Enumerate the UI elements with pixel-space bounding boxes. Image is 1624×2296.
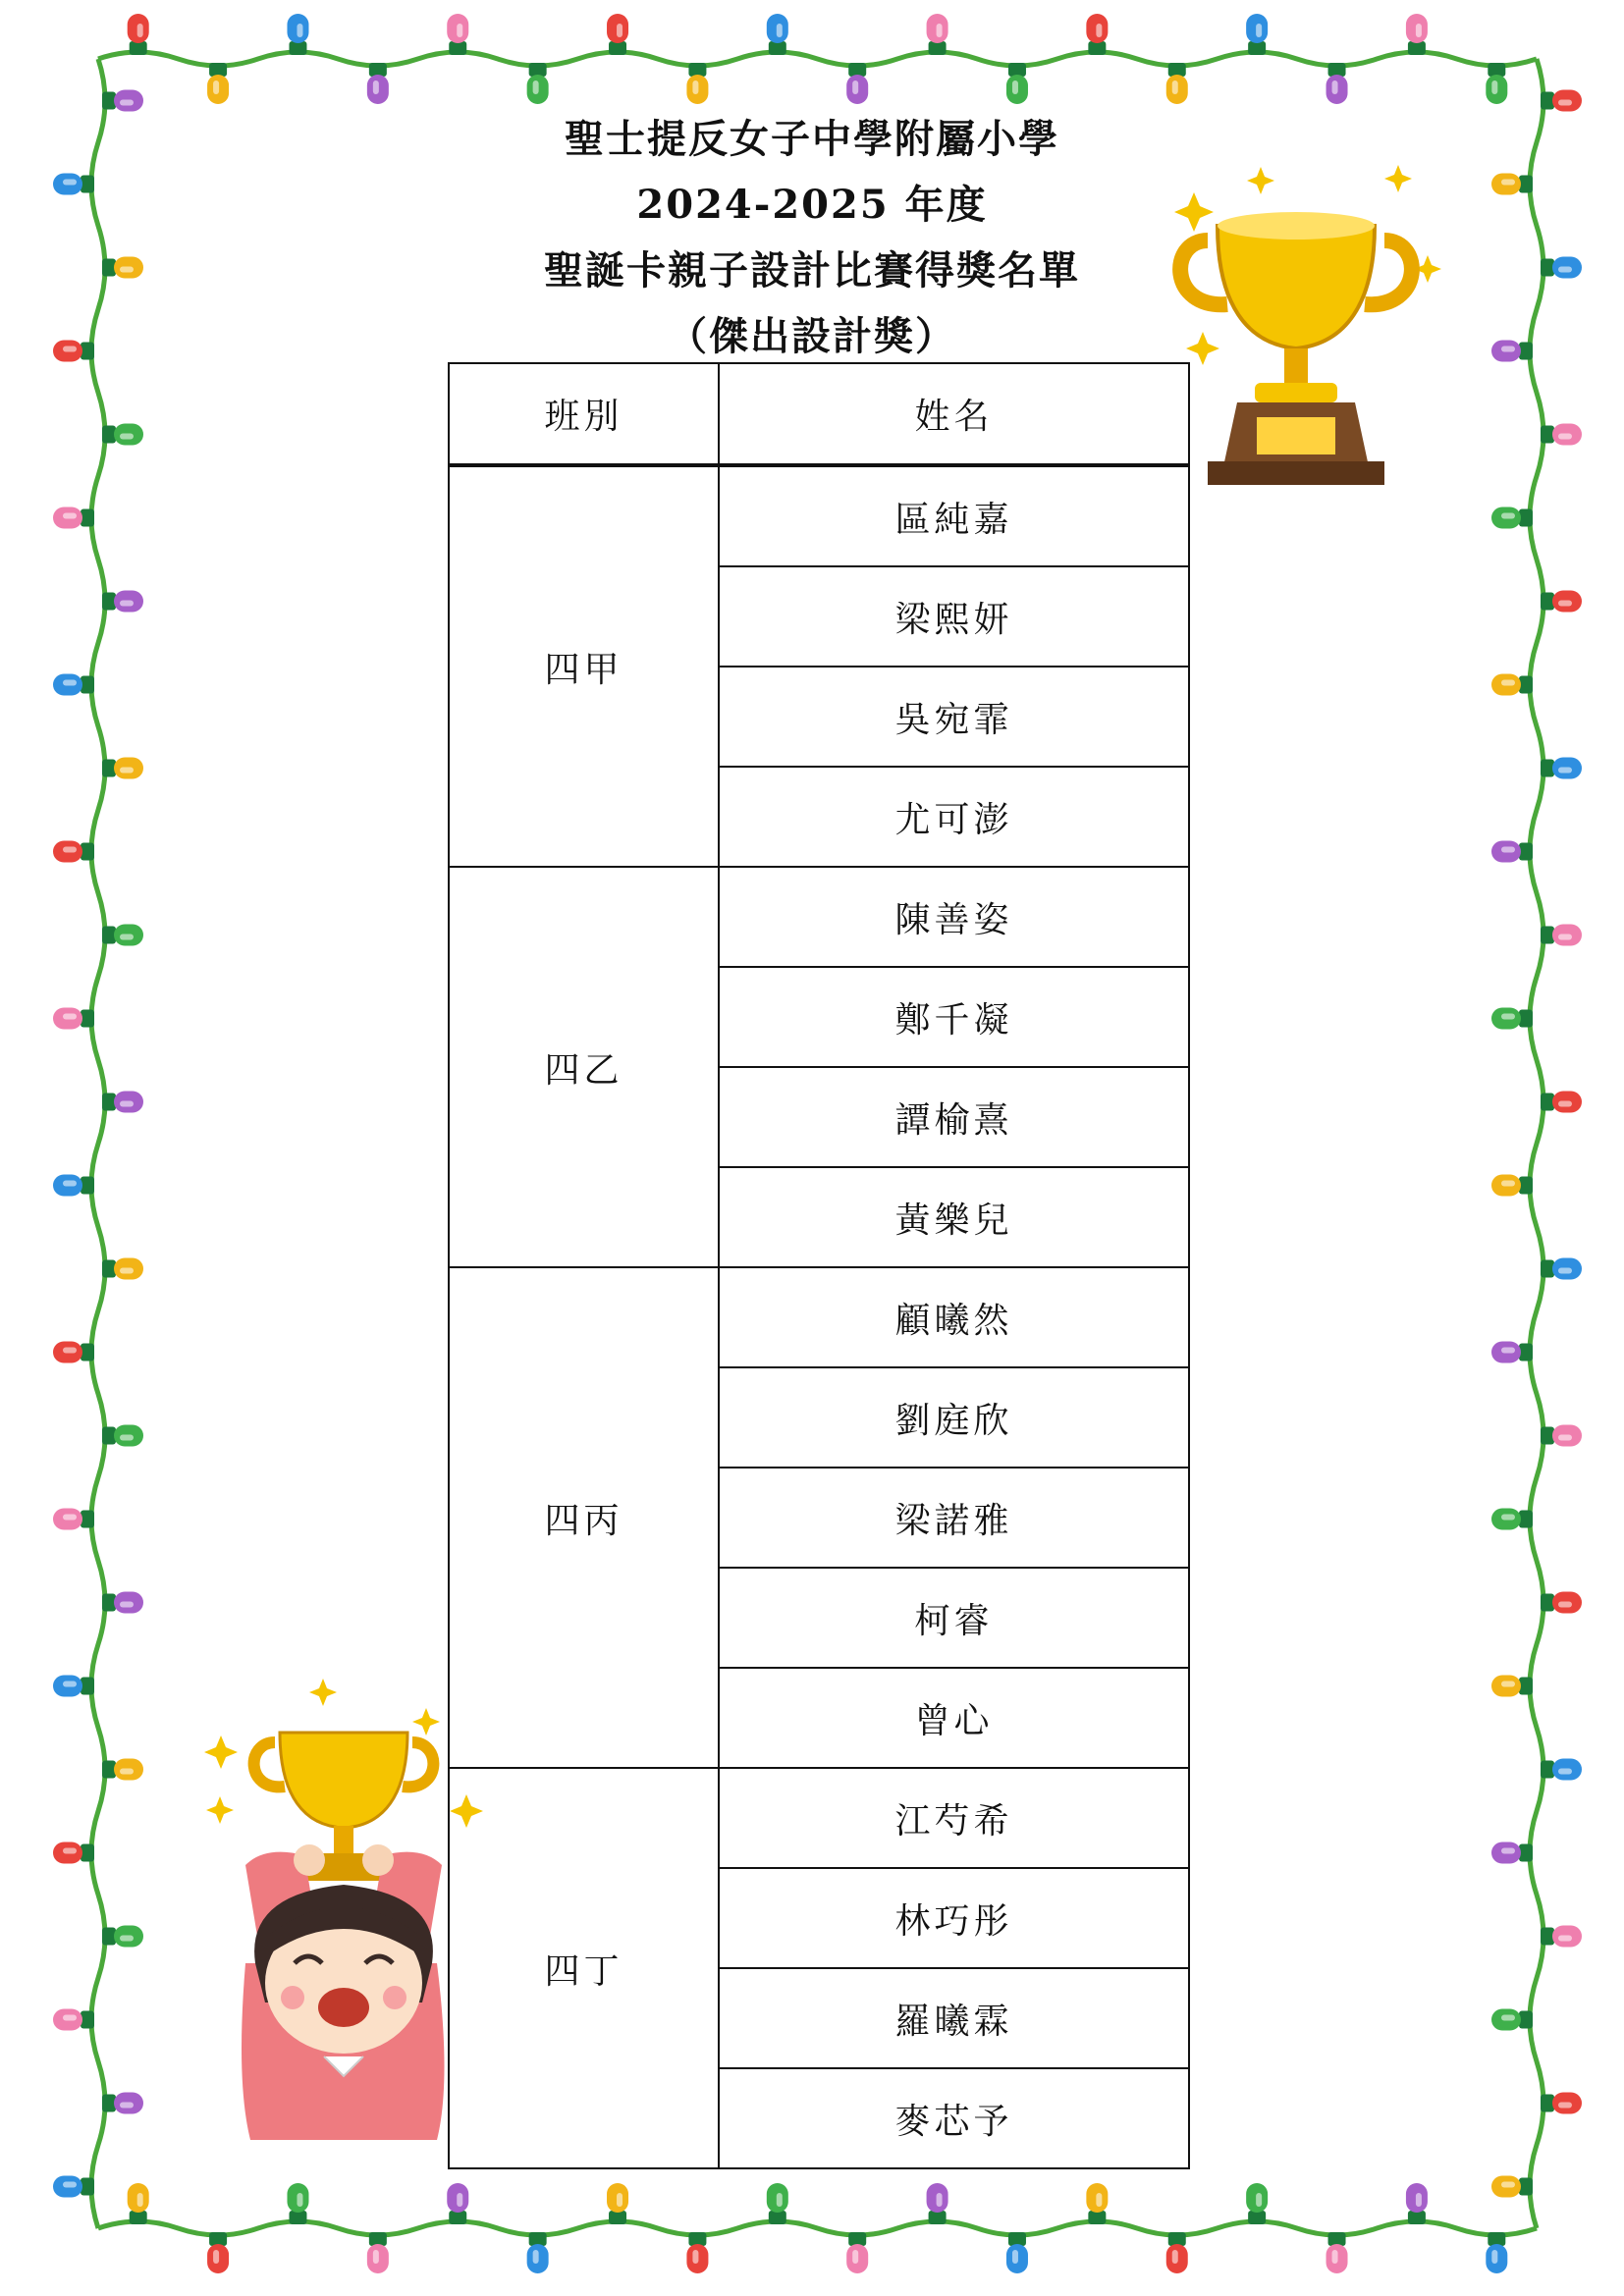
light-bulb-icon [53, 1509, 94, 1530]
light-bulb-icon [128, 2183, 149, 2224]
school-year: 2024-2025 年度 [636, 182, 988, 228]
student-name-cell: 羅曦霖 [719, 1968, 1189, 2068]
student-name-cell: 曾心 [719, 1668, 1189, 1768]
light-bulb-icon [1326, 63, 1348, 104]
student-name-cell: 麥芯予 [719, 2068, 1189, 2168]
light-bulb-icon [1486, 63, 1507, 104]
light-bulb-icon [53, 1842, 94, 1864]
light-bulb-icon [1086, 14, 1108, 55]
light-bulb-icon [1406, 14, 1428, 55]
light-bulb-icon [53, 2176, 94, 2198]
light-bulb-icon [53, 507, 94, 529]
light-bulb-icon [1541, 1926, 1582, 1948]
light-bulb-icon [1491, 1676, 1533, 1697]
student-name-cell: 譚榆熹 [719, 1067, 1189, 1167]
light-bulb-icon [102, 1759, 143, 1781]
light-bulb-icon [1491, 1342, 1533, 1363]
light-bulb-icon [53, 1676, 94, 1697]
light-bulb-icon [53, 1175, 94, 1197]
light-bulb-icon [767, 14, 788, 55]
student-name-cell: 梁熙妍 [719, 566, 1189, 667]
student-name-cell: 陳善姿 [719, 867, 1189, 967]
light-bulb-icon [1541, 424, 1582, 446]
light-bulb-icon [102, 1926, 143, 1948]
light-bulb-icon [447, 2183, 468, 2224]
student-name-cell: 鄭千凝 [719, 967, 1189, 1067]
light-bulb-icon [1541, 1425, 1582, 1447]
light-bulb-icon [846, 63, 868, 104]
light-bulb-icon [1246, 2183, 1268, 2224]
light-bulb-icon [102, 2093, 143, 2114]
light-bulb-icon [927, 14, 948, 55]
header-class: 班別 [449, 363, 719, 465]
light-bulb-icon [102, 1592, 143, 1614]
light-bulb-icon [1491, 1008, 1533, 1030]
light-bulb-icon [1406, 2183, 1428, 2224]
light-bulb-icon [686, 63, 708, 104]
light-bulb-icon [1491, 1842, 1533, 1864]
light-bulb-icon [53, 841, 94, 863]
class-cell: 四丁 [449, 1768, 719, 2168]
light-bulb-icon [1541, 1258, 1582, 1280]
student-name-cell: 區純嘉 [719, 465, 1189, 566]
light-bulb-icon [102, 925, 143, 946]
light-bulb-icon [207, 63, 229, 104]
award-table [448, 362, 1190, 2169]
light-bulb-icon [447, 14, 468, 55]
light-bulb-icon [527, 2232, 549, 2273]
student-name-cell: 劉庭欣 [719, 1367, 1189, 1468]
student-name-cell: 顧曦然 [719, 1267, 1189, 1367]
light-bulb-icon [102, 424, 143, 446]
light-bulb-icon [1006, 2232, 1028, 2273]
student-name-cell: 林巧彤 [719, 1868, 1189, 1968]
table-row [449, 465, 1189, 566]
light-bulb-icon [102, 1425, 143, 1447]
light-bulb-icon [128, 14, 149, 55]
light-bulb-icon [1486, 2232, 1507, 2273]
award-title: （傑出設計獎） [668, 313, 956, 359]
light-bulb-icon [102, 1258, 143, 1280]
light-bulb-icon [102, 591, 143, 613]
light-bulb-icon [1086, 2183, 1108, 2224]
class-cell: 四丙 [449, 1267, 719, 1768]
table-row [449, 867, 1189, 967]
light-bulb-icon [1541, 1759, 1582, 1781]
light-bulb-icon [1491, 1509, 1533, 1530]
student-name-cell: 吳宛霏 [719, 667, 1189, 767]
light-bulb-icon [1326, 2232, 1348, 2273]
event-title: 聖誕卡親子設計比賽得獎名單 [544, 247, 1080, 294]
table-row [449, 1768, 1189, 1868]
light-bulb-icon [1541, 1592, 1582, 1614]
light-bulb-icon [1491, 2009, 1533, 2031]
light-bulb-icon [1491, 507, 1533, 529]
student-name-cell: 尤可澎 [719, 767, 1189, 867]
student-name-cell: 柯睿 [719, 1568, 1189, 1668]
light-bulb-icon [1541, 2093, 1582, 2114]
light-bulb-icon [1166, 2232, 1188, 2273]
light-bulb-icon [53, 2009, 94, 2031]
light-bulb-icon [686, 2232, 708, 2273]
light-bulb-icon [1491, 674, 1533, 696]
student-name-cell: 江芍希 [719, 1768, 1189, 1868]
girl-with-trophy-illustration [177, 1669, 491, 2160]
light-bulb-icon [1541, 1092, 1582, 1113]
table-header-row [449, 363, 1189, 465]
school-name: 聖士提反女子中學附屬小學 [565, 116, 1059, 162]
light-bulb-icon [53, 674, 94, 696]
table-row [449, 1267, 1189, 1367]
lights-wire [98, 52, 1537, 66]
light-bulb-icon [1246, 14, 1268, 55]
light-bulb-icon [607, 2183, 628, 2224]
light-bulb-icon [1541, 925, 1582, 946]
student-name-cell: 梁諾雅 [719, 1468, 1189, 1568]
light-bulb-icon [767, 2183, 788, 2224]
light-bulb-icon [1166, 63, 1188, 104]
light-bulb-icon [846, 2232, 868, 2273]
light-bulb-icon [1006, 63, 1028, 104]
light-bulb-icon [53, 1342, 94, 1363]
light-bulb-icon [367, 63, 389, 104]
light-bulb-icon [1541, 758, 1582, 779]
light-bulb-icon [287, 14, 308, 55]
lights-wire [98, 2221, 1537, 2235]
light-bulb-icon [367, 2232, 389, 2273]
light-bulb-icon [1491, 1175, 1533, 1197]
light-bulb-icon [102, 758, 143, 779]
light-bulb-icon [1541, 591, 1582, 613]
light-bulb-icon [1491, 2176, 1533, 2198]
lights-wire [91, 59, 105, 2228]
class-cell: 四甲 [449, 465, 719, 867]
header-name: 姓名 [719, 363, 1189, 465]
light-bulb-icon [607, 14, 628, 55]
light-bulb-icon [102, 1092, 143, 1113]
light-bulb-icon [927, 2183, 948, 2224]
lights-wire [1530, 59, 1543, 2228]
light-bulb-icon [207, 2232, 229, 2273]
light-bulb-icon [1491, 841, 1533, 863]
student-name-cell: 黃樂兒 [719, 1167, 1189, 1267]
light-bulb-icon [287, 2183, 308, 2224]
trophy-icon [1149, 147, 1443, 501]
light-bulb-icon [527, 63, 549, 104]
light-bulb-icon [53, 1008, 94, 1030]
class-cell: 四乙 [449, 867, 719, 1267]
